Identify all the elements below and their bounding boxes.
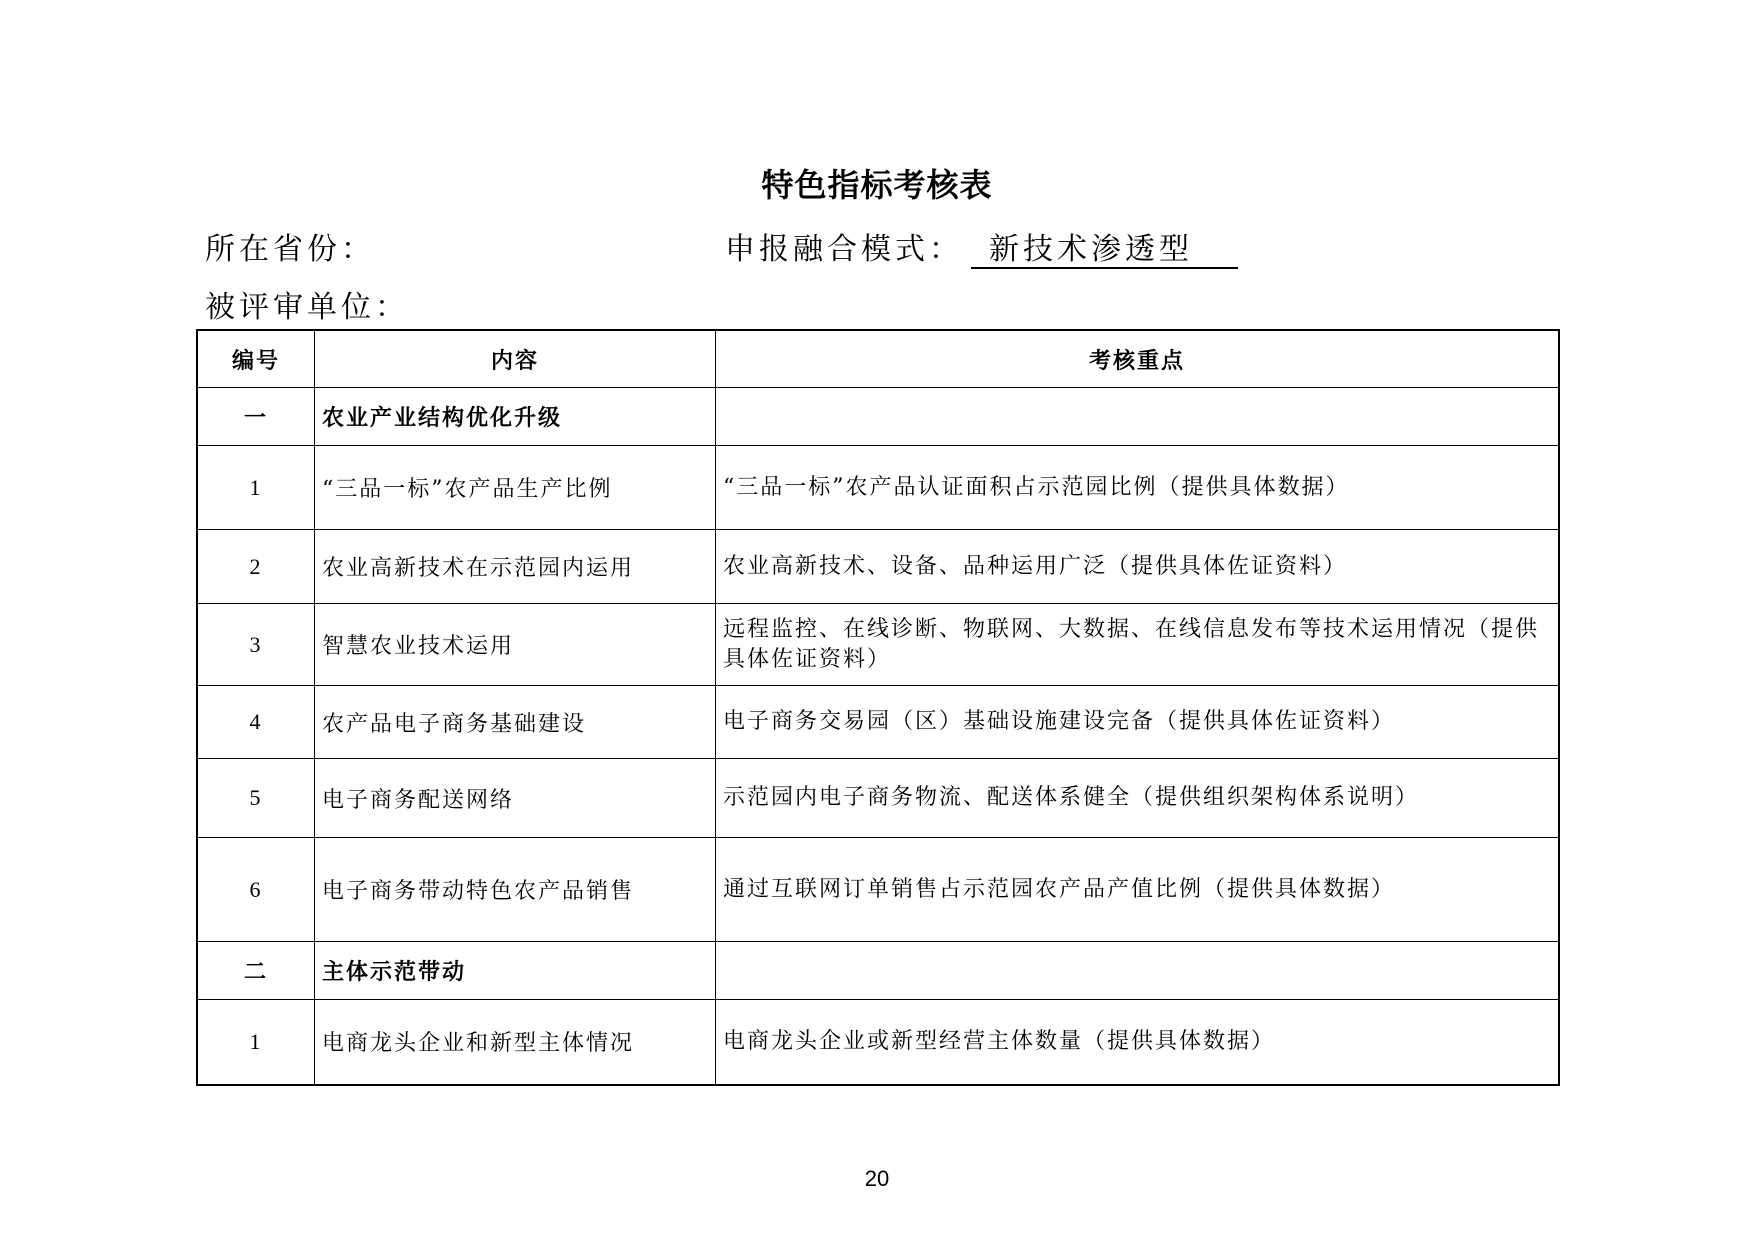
table-row	[197, 388, 1559, 446]
row-number: 5	[197, 759, 315, 838]
row-number: 3	[197, 604, 315, 686]
fusion-mode-label: 申报融合模式：	[725, 232, 963, 267]
row-content: 电子商务配送网络	[315, 759, 716, 838]
table-row	[197, 604, 1559, 686]
table-row	[197, 838, 1559, 942]
row-content: 农产品电子商务基础建设	[315, 686, 716, 759]
assessment-table	[196, 329, 1560, 1086]
page-number: 20	[864, 1166, 890, 1191]
row-number: 2	[197, 530, 315, 604]
province-label: 所在省份：	[205, 232, 375, 267]
table-row	[197, 1000, 1559, 1085]
table-row	[197, 759, 1559, 838]
row-number: 1	[197, 1000, 315, 1085]
row-number: 一	[197, 388, 315, 446]
header-focus: 考核重点	[716, 330, 1560, 388]
row-focus: 示范园内电子商务物流、配送体系健全（提供组织架构体系说明）	[716, 759, 1560, 838]
table-row	[197, 446, 1559, 530]
row-focus	[716, 388, 1560, 446]
row-focus	[716, 942, 1560, 1000]
row-focus: 远程监控、在线诊断、物联网、大数据、在线信息发布等技术运用情况（提供具体佐证资料）	[716, 604, 1560, 686]
row-content: 主体示范带动	[315, 942, 716, 1000]
fusion-mode-value: 新技术渗透型	[971, 233, 1238, 269]
row-content: 电子商务带动特色农产品销售	[315, 838, 716, 942]
row-number: 1	[197, 446, 315, 530]
row-content: 智慧农业技术运用	[315, 604, 716, 686]
fusion-mode-field	[725, 224, 1238, 269]
row-content: 农业产业结构优化升级	[315, 388, 716, 446]
row-focus: 电商龙头企业或新型经营主体数量（提供具体数据）	[716, 1000, 1560, 1085]
row-focus: “三品一标”农产品认证面积占示范园比例（提供具体数据）	[716, 446, 1560, 530]
row-content: 农业高新技术在示范园内运用	[315, 530, 716, 604]
reviewed-unit-label: 被评审单位：	[205, 290, 409, 325]
header-content: 内容	[315, 330, 716, 388]
row-number: 6	[197, 838, 315, 942]
row-content: 电商龙头企业和新型主体情况	[315, 1000, 716, 1085]
row-number: 4	[197, 686, 315, 759]
table-row	[197, 530, 1559, 604]
table-row	[197, 942, 1559, 1000]
row-focus: 通过互联网订单销售占示范园农产品产值比例（提供具体数据）	[716, 838, 1560, 942]
row-focus: 电子商务交易园（区）基础设施建设完备（提供具体佐证资料）	[716, 686, 1560, 759]
page-title: 特色指标考核表	[761, 166, 993, 204]
row-content: “三品一标”农产品生产比例	[315, 446, 716, 530]
row-number: 二	[197, 942, 315, 1000]
table-row	[197, 686, 1559, 759]
row-focus: 农业高新技术、设备、品种运用广泛（提供具体佐证资料）	[716, 530, 1560, 604]
header-number: 编号	[197, 330, 315, 388]
table-header-row	[197, 330, 1559, 388]
